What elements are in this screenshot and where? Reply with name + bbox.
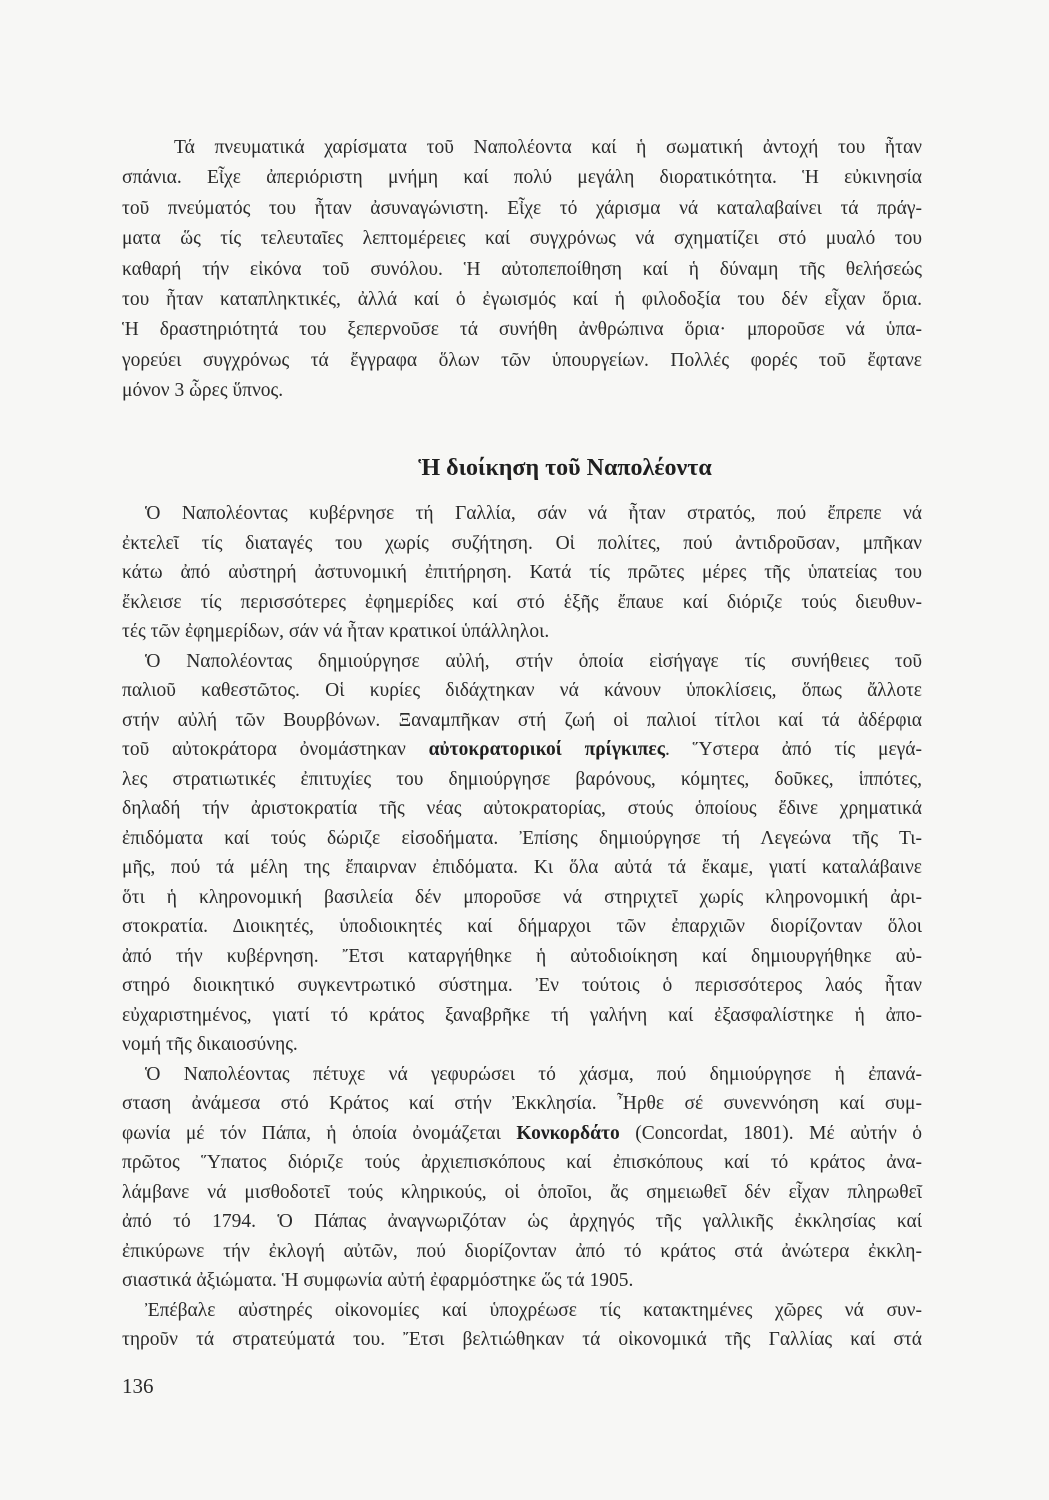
text-line: του ἦταν καταπληκτικές, ἀλλά καί ὁ ἐγωισμός καί ἡ φιλοδοξία του δέν εἶχαν ὅρια. xyxy=(122,288,922,310)
text-line xyxy=(122,1119,922,1149)
text-line: νομή τῆς δικαιοσύνης. xyxy=(122,1034,298,1055)
text-line: εὐχαριστημένος, γιατί τό κράτος ξαναβρῆκε τή γαλήνη καί ἐξασφαλίστηκε ἡ ἀπο- xyxy=(122,1004,922,1026)
text-line: ἀπό τήν κυβέρνηση. Ἔτσι καταργήθηκε ἡ αὐτοδιοίκηση καί δημιουργήθηκε αὐ- xyxy=(122,945,922,967)
text-line: Ἐπέβαλε αὐστηρές οἰκονομίες καί ὑποχρέωσε τίς κατακτημένες χῶρες νά συν- xyxy=(145,1299,922,1321)
text-line: Ὁ Ναπολέοντας δημιούργησε αὐλή, στήν ὁποία εἰσήγαγε τίς συνήθειες τοῦ xyxy=(145,650,922,672)
text-line: τοῦ πνεύματός του ἦταν ἀσυναγώνιστη. Εἶχε τό χάρισμα νά καταλαβαίνει τά πράγ- xyxy=(122,197,922,219)
text-line: ἐκτελεῖ τίς διαταγές του χωρίς συζήτηση. Οἱ πολίτες, πού ἀντιδροῦσαν, μπῆκαν xyxy=(122,532,922,554)
text-segment: τοῦ αὐτοκράτορα ὀνομάστηκαν xyxy=(122,739,429,760)
bold-term: αὐτοκρατορικοί πρίγκιπες xyxy=(428,739,665,760)
text-line: ἐπικύρωνε τήν ἐκλογή αὐτῶν, πού διορίζονταν ἀπό τό κράτος στά ἀνώτερα ἐκκλη- xyxy=(122,1240,922,1262)
text-line: μόνον 3 ὧρες ὕπνος. xyxy=(122,380,284,402)
text-segment: φωνία μέ τόν Πάπα, ἡ ὁποία ὀνομάζεται xyxy=(122,1122,517,1144)
text-line: σπάνια. Εἶχε ἀπεριόριστη μνήμη καί πολύ μεγάλη διορατικότητα. Ἡ εὐκινησία xyxy=(122,167,922,189)
page-number: 136 xyxy=(122,1374,154,1398)
text-line: σταση ἀνάμεσα στό Κράτος καί στήν Ἐκκλησία. Ἦρθε σέ συνεννόηση καί συμ- xyxy=(122,1093,922,1114)
text-line: ἐπιδόματα καί τούς δώριζε εἰσοδήματα. Ἐπίσης δημιούργησε τή Λεγεώνα τῆς Τι- xyxy=(122,827,922,849)
text-line: γορεύει συγχρόνως τά ἔγγραφα ὅλων τῶν ὑπουργείων. Πολλές φορές τοῦ ἔφτανε xyxy=(122,349,922,371)
text-line: ματα ὥς τίς τελευταῖες λεπτομέρειες καί συγχρόνως νά σχηματίζει στό μυαλό του xyxy=(122,228,922,250)
text-line: τές τῶν ἐφημερίδων, σάν νά ἦταν κρατικοί ὑπάλληλοι. xyxy=(122,621,550,642)
text-line: Τά πνευματικά χαρίσματα τοῦ Ναπολέοντα καί ἡ σωματική ἀντοχή του ἦταν xyxy=(174,137,922,158)
text-line: λάμβανε νά μισθοδοτεῖ τούς κληρικούς, οἱ ὁποῖοι, ἄς σημειωθεῖ δέν εἶχαν πληρωθεῖ xyxy=(122,1181,922,1203)
text-line: κάτω ἀπό αὐστηρή ἀστυνομική ἐπιτήρηση. Κατά τίς πρῶτες μέρες τῆς ὑπατείας του xyxy=(122,562,922,583)
text-line: πρῶτος Ὕπατος διόριζε τούς ἀρχιεπισκόπους καί ἐπισκόπους καί τό κράτος ἀνα- xyxy=(122,1152,922,1173)
text-line: ἀπό τό 1794. Ὁ Πάπας ἀναγνωριζόταν ὡς ἀρχηγός τῆς γαλλικῆς ἐκκλησίας καί xyxy=(122,1211,922,1232)
text-line: λες στρατιωτικές ἐπιτυχίες του δημιούργησε βαρόνους, κόμητες, δοῦκες, ἱππότες, xyxy=(122,768,922,790)
text-line: ὅτι ἡ κληρονομική βασιλεία δέν μποροῦσε νά στηριχτεῖ χωρίς κληρονομική ἀρι- xyxy=(122,886,922,908)
intro-paragraph xyxy=(122,133,922,407)
text-line: στήν αὐλή τῶν Βουρβόνων. Ξαναμπῆκαν στή ζωή οἱ παλιοί τίτλοι καί τά ἀδέρφια xyxy=(122,709,922,731)
text-line: Ἡ δραστηριότητά του ξεπερνοῦσε τά συνήθη ἀνθρώπινα ὅρια· μποροῦσε νά ὑπα- xyxy=(122,319,922,341)
body-text xyxy=(122,499,922,1355)
text-line: μῆς, πού τά μέλη της ἔπαιρναν ἐπιδόματα. Κι ὅλα αὐτά τά ἔκαμε, γιατί καταλάβαινε xyxy=(122,857,922,878)
section-heading: Ἡ διοίκηση τοῦ Ναπολέοντα xyxy=(418,455,712,481)
text-line: ἔκλεισε τίς περισσότερες ἐφημερίδες καί στό ἑξῆς ἔπαυε καί διόριζε τούς διευθυν- xyxy=(122,591,922,613)
text-segment: . Ὕστερα ἀπό τίς μεγά- xyxy=(664,739,922,760)
text-line: τηροῦν τά στρατεύματά του. Ἔτσι βελτιώθηκαν τά οἰκονομικά τῆς Γαλλίας καί στά xyxy=(122,1329,922,1350)
text-line xyxy=(122,735,922,765)
text-line: στηρό διοικητικό συγκεντρωτικό σύστημα. Ἐν τούτοις ὁ περισσότερος λαός ἦταν xyxy=(122,975,922,996)
text-line: Ὁ Ναπολέοντας κυβέρνησε τή Γαλλία, σάν νά ἦταν στρατός, πού ἔπρεπε νά xyxy=(145,503,922,524)
text-line: παλιοῦ καθεστῶτος. Οἱ κυρίες διδάχτηκαν νά κάνουν ὑποκλίσεις, ὅπως ἄλλοτε xyxy=(122,680,922,701)
text-line: στοκρατία. Διοικητές, ὑποδιοικητές καί δήμαρχοι τῶν ἐπαρχιῶν διορίζονταν ὅλοι xyxy=(122,916,922,937)
text-line: Ὁ Ναπολέοντας πέτυχε νά γεφυρώσει τό χάσμα, πού δημιούργησε ἡ ἐπανά- xyxy=(145,1063,922,1085)
bold-term: Κονκορδάτο xyxy=(516,1122,620,1144)
text-line: σιαστικά ἀξιώματα. Ἡ συμφωνία αὐτή ἐφαρμόστηκε ὥς τά 1905. xyxy=(122,1270,634,1291)
text-segment: (Concordat, 1801). Μέ αὐτήν ὁ xyxy=(619,1122,922,1144)
text-line: δηλαδή τήν ἀριστοκρατία τῆς νέας αὐτοκρατορίας, στούς ὁποίους ἔδινε χρηματικά xyxy=(122,798,922,819)
text-line: καθαρή τήν εἰκόνα τοῦ συνόλου. Ἡ αὐτοπεποίθηση καί ἡ δύναμη τῆς θελήσεώς xyxy=(122,258,922,280)
